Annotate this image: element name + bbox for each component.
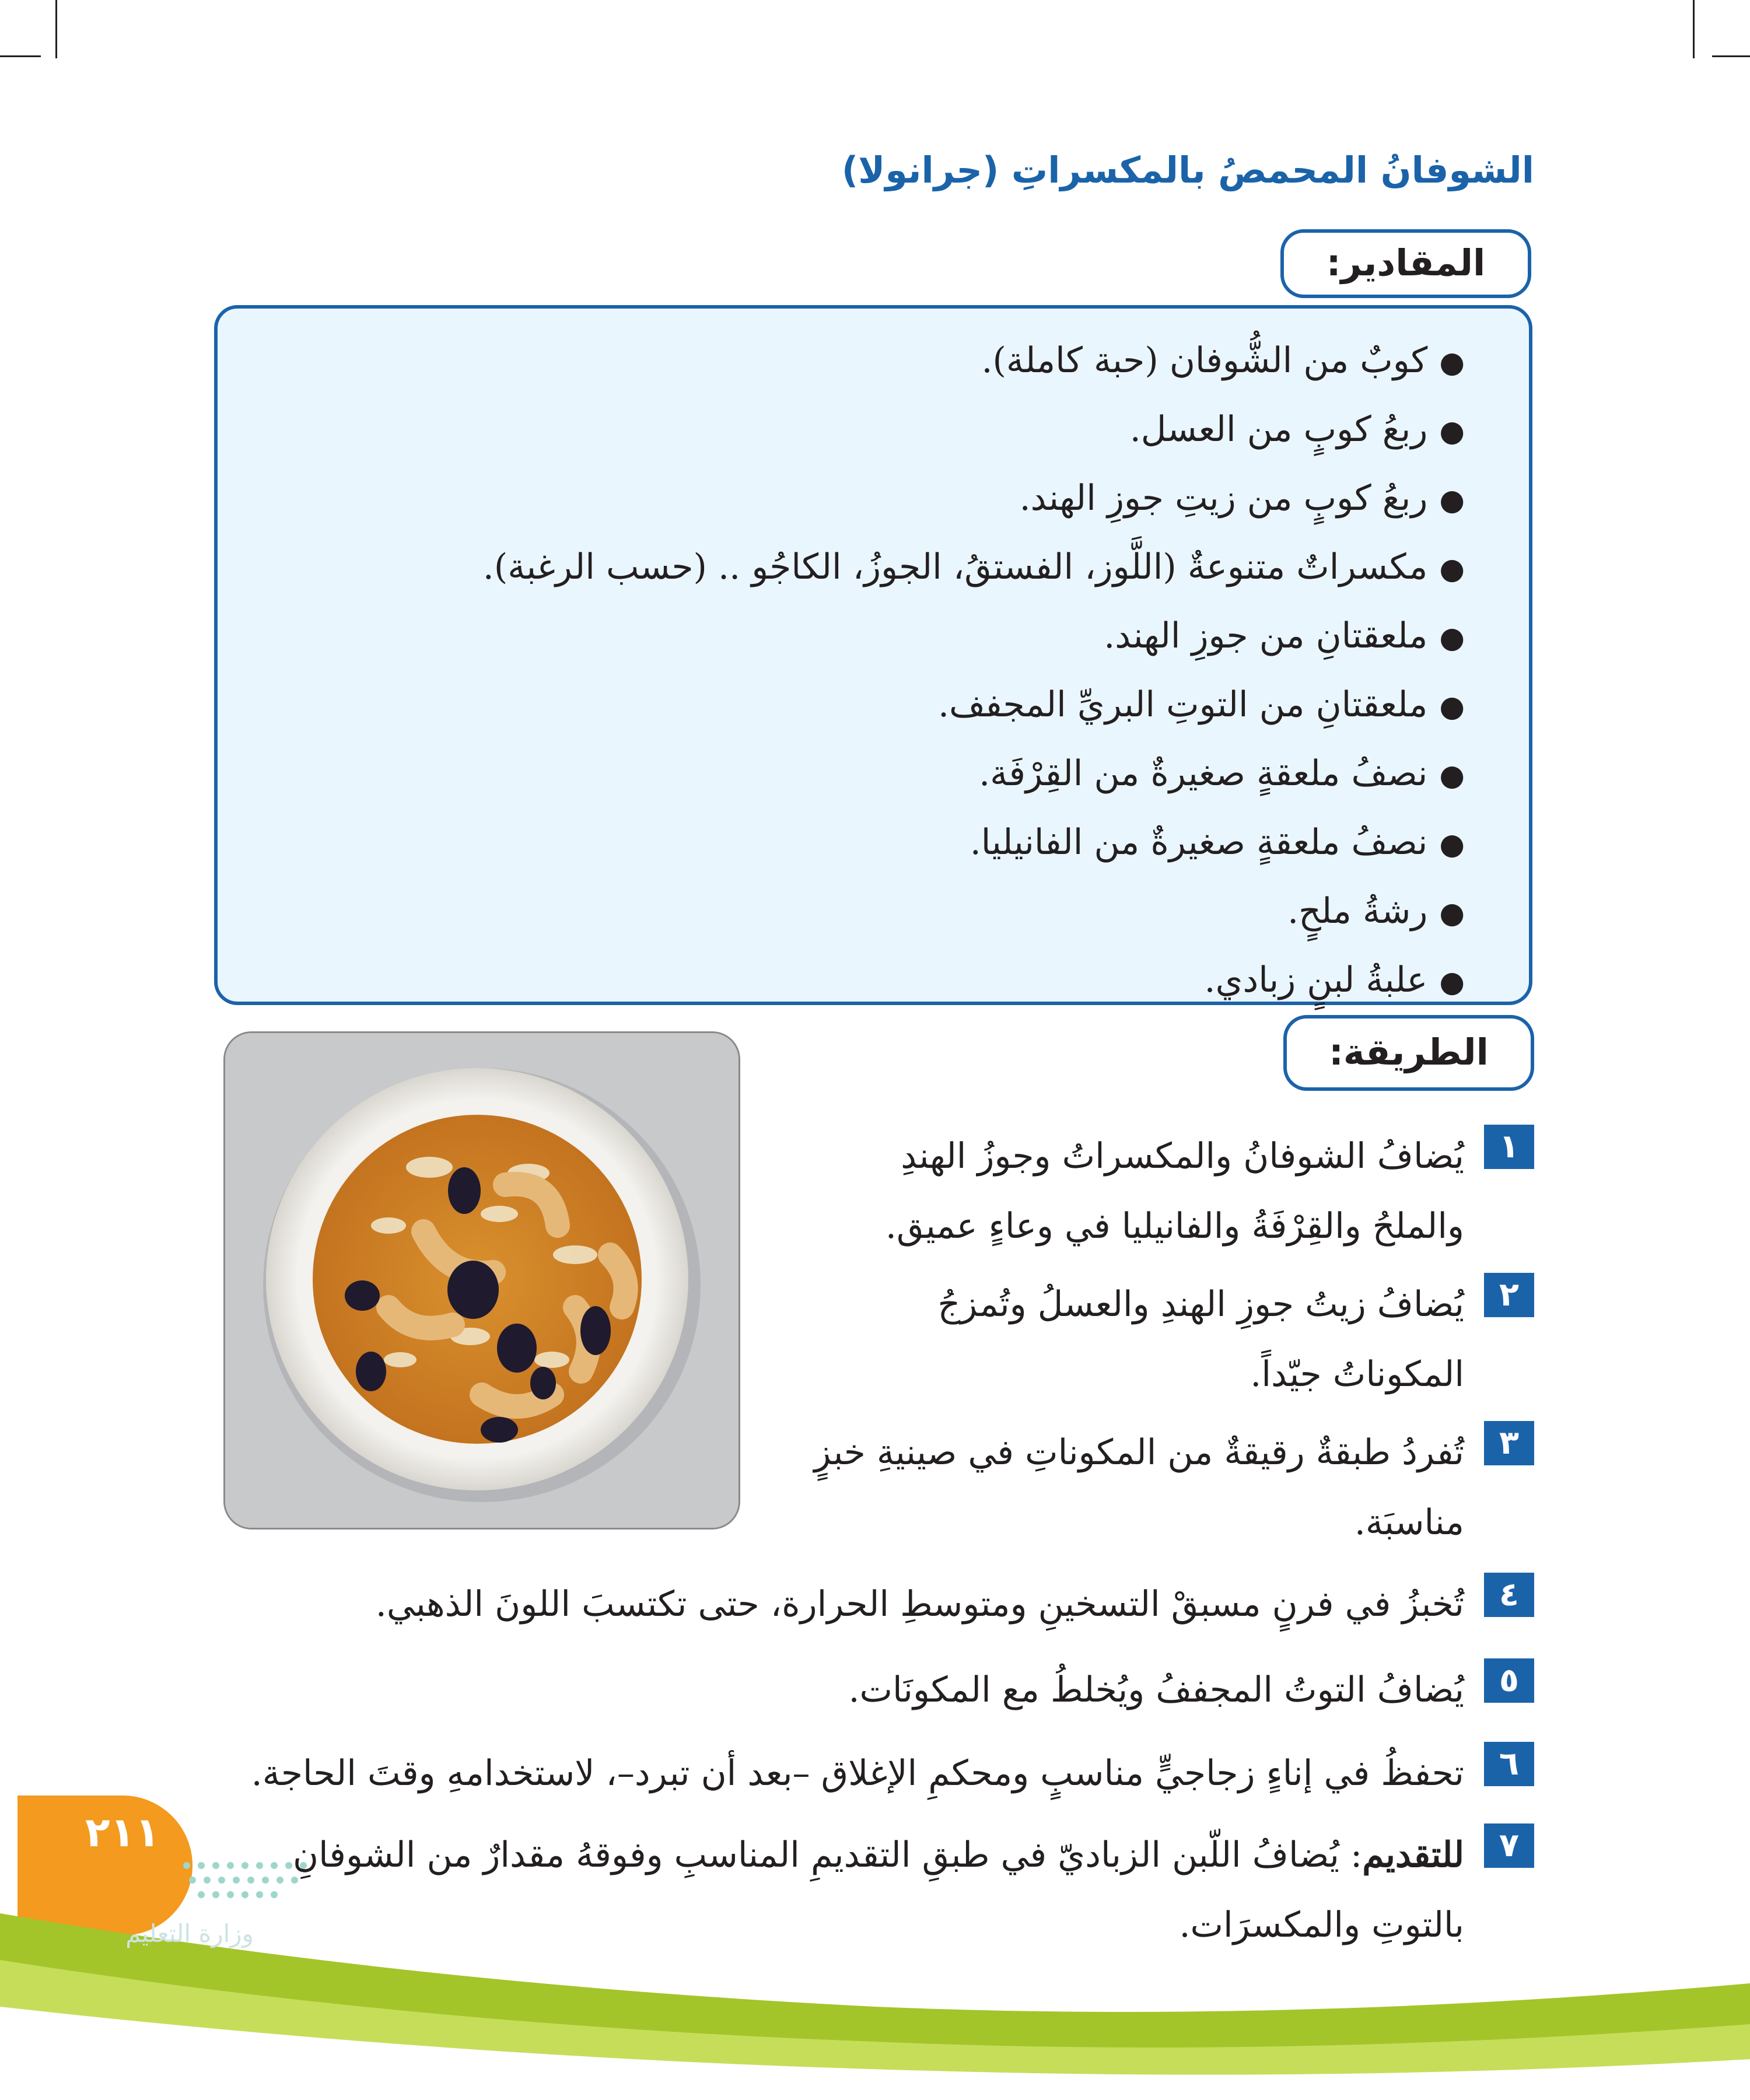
- method-step: [718, 1418, 1534, 1558]
- bullet-icon: ●: [1439, 621, 1465, 654]
- ingredients-box: [214, 305, 1532, 1005]
- step-line: يُضافُ الشوفانُ والمكسراتُ وجوزُ الهندِ: [901, 1136, 1464, 1177]
- step-text: [376, 1569, 1464, 1639]
- step-text: [814, 1418, 1464, 1558]
- ingredient-item: [241, 670, 1465, 739]
- step-number: ١: [1484, 1125, 1534, 1169]
- step-number: ٢: [1484, 1273, 1534, 1317]
- method-step: [192, 1569, 1534, 1639]
- bullet-icon: ●: [1439, 965, 1465, 999]
- ministry-logo: وزارة التعليم: [125, 1919, 254, 1948]
- ingredient-item: [241, 946, 1465, 1014]
- bullet-icon: ●: [1439, 552, 1465, 586]
- ingredient-text: ربعُ كوبٍ من زيتِ جوزِ الهند.: [1019, 478, 1428, 519]
- bullet-icon: ●: [1439, 690, 1465, 723]
- ingredient-item: [241, 464, 1465, 533]
- crop-mark: [1712, 55, 1750, 57]
- crop-mark: [1693, 0, 1695, 58]
- step-line: تُخبزُ في فرنٍ مسبقْ التسخينِ ومتوسطِ الحرارة، حتى تكتسبَ اللونَ الذهبي.: [375, 1584, 1464, 1625]
- ingredient-text: مكسراتٌ متنوعةٌ (اللَّوز، الفستقُ، الجوزُ، الكاجُو .. (حسب الرغبة).: [482, 547, 1428, 587]
- step-text: [886, 1121, 1464, 1261]
- bullet-icon: ●: [1439, 827, 1465, 861]
- crop-mark: [0, 55, 41, 57]
- serving-text: : يُضافُ اللّبن الزباديّ في طبقِ التقديمِ المناسبِ وفوقهُ مقدارٌ من الشوفانِ: [292, 1835, 1363, 1875]
- bullet-icon: ●: [1439, 896, 1465, 930]
- ingredient-item: [241, 808, 1465, 877]
- step-text: [848, 1655, 1464, 1725]
- ingredients-heading-text: المقادير:: [1326, 242, 1486, 284]
- step-number: ٣: [1484, 1421, 1534, 1465]
- step-line: يُضافُ زيتُ جوزِ الهندِ والعسلُ وتُمزجُ: [937, 1284, 1464, 1325]
- bullet-icon: ●: [1439, 414, 1465, 448]
- step-text: [293, 1820, 1464, 1960]
- recipe-title: الشوفانُ المحمصُ بالمكسراتِ (جرانولا): [841, 149, 1534, 191]
- method-heading: [1283, 1015, 1534, 1091]
- ingredient-item: [241, 533, 1465, 601]
- method-step: [718, 1121, 1534, 1261]
- ingredient-text: ربعُ كوبٍ من العسل.: [1129, 409, 1428, 450]
- step-line: مناسبَة.: [1354, 1502, 1464, 1543]
- method-step: [192, 1738, 1534, 1808]
- method-step: [718, 1269, 1534, 1409]
- ingredient-text: نصفُ ملعقةٍ صغيرةٌ من القِرْفَة.: [979, 753, 1428, 794]
- serving-label: للتقديم: [1362, 1835, 1464, 1875]
- ingredient-text: كوبٌ من الشُّوفان (حبة كاملة).: [981, 340, 1428, 381]
- ingredient-text: نصفُ ملعقةٍ صغيرةٌ من الفانيليا.: [970, 822, 1428, 863]
- bullet-icon: ●: [1439, 345, 1465, 379]
- step-line: والملحُ والقِرْفَةُ والفانيليا في وعاءٍ عميق.: [885, 1206, 1464, 1247]
- step-line: تحفظُ في إناءٍ زجاجيٍّ مناسبٍ ومحكمِ الإغلاق –بعد أن تبرد–، لاستخدامهِ وقتَ الحاجة.: [251, 1753, 1464, 1794]
- step-line: [293, 1820, 1464, 1890]
- bullet-icon: ●: [1439, 483, 1465, 517]
- ingredient-text: رشةُ ملحٍ.: [1287, 891, 1428, 932]
- ingredient-item: [241, 326, 1465, 395]
- page-number: ٢١١: [85, 1808, 160, 1856]
- crop-mark: [55, 0, 57, 58]
- granola-bowl-illustration: [225, 1033, 738, 1528]
- step-line: بالتوتِ والمكسرَات.: [1179, 1905, 1464, 1945]
- method-step: [192, 1820, 1534, 1960]
- step-text: [938, 1269, 1464, 1409]
- step-number: ٧: [1484, 1824, 1534, 1868]
- ingredient-text: ملعقتانِ من جوزِ الهند.: [1104, 615, 1428, 656]
- step-number: ٥: [1484, 1658, 1534, 1703]
- granola-bowl-photo: [223, 1031, 740, 1530]
- ingredient-item: [241, 877, 1465, 946]
- ingredients-list: [241, 326, 1465, 1014]
- step-line: تُفردُ طبقةٌ رقيقةٌ من المكوناتِ في صينيةِ خبزٍ: [814, 1432, 1464, 1473]
- ingredient-item: [241, 395, 1465, 464]
- step-number: ٤: [1484, 1573, 1534, 1617]
- step-line: يُضافُ التوتُ المجففُ ويُخلطُ مع المكونَات.: [848, 1670, 1464, 1710]
- method-step: [192, 1655, 1534, 1725]
- ingredient-item: [241, 739, 1465, 808]
- ingredients-heading: [1280, 229, 1531, 298]
- ingredient-text: علبةُ لبنٍ زبادي.: [1204, 960, 1428, 1000]
- step-line: المكوناتُ جيّداً.: [1250, 1354, 1464, 1395]
- ingredient-text: ملعقتانِ من التوتِ البريِّ المجفف.: [937, 684, 1428, 725]
- step-number: ٦: [1484, 1742, 1534, 1786]
- ingredient-item: [241, 601, 1465, 670]
- method-heading-text: الطريقة:: [1329, 1031, 1489, 1073]
- step-text: [251, 1738, 1464, 1808]
- bullet-icon: ●: [1439, 758, 1465, 792]
